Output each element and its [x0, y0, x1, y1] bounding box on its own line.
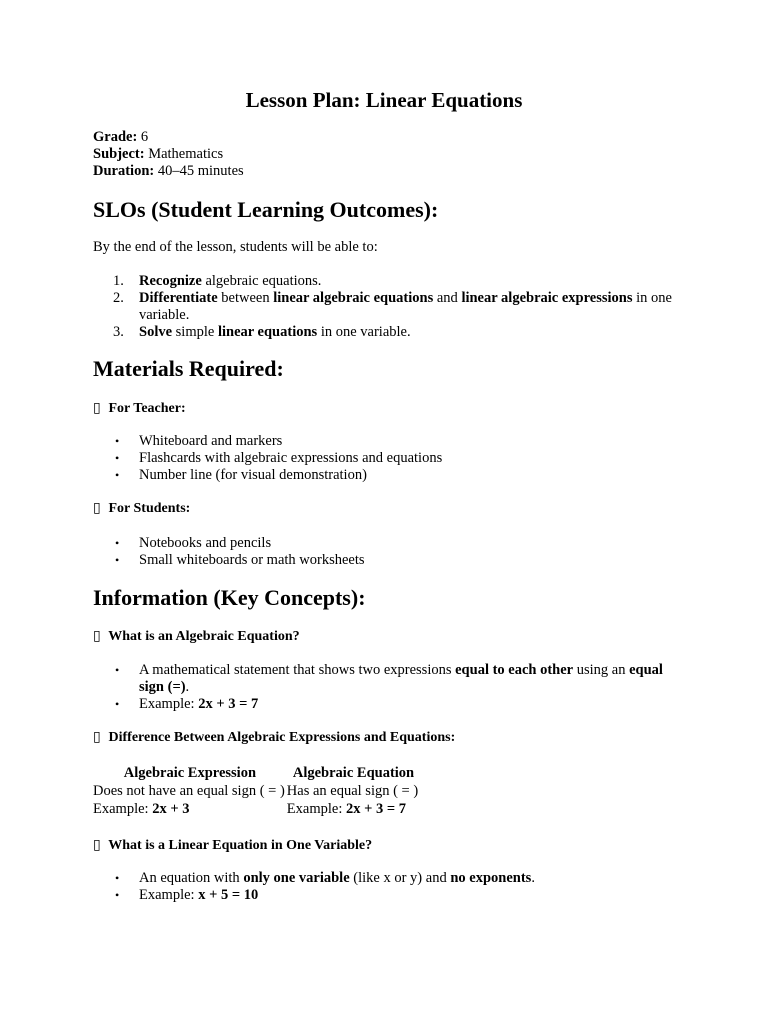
bold-text: linear equations: [217, 324, 318, 340]
text: simple: [172, 324, 218, 340]
bullet-icon: •: [115, 888, 120, 902]
list-item: [93, 324, 683, 341]
lesson-meta: [93, 129, 244, 180]
q3-label: What is a Linear Equation in One Variable?: [108, 838, 373, 853]
list-item: [93, 467, 442, 484]
box-icon: ▯: [93, 629, 101, 644]
text: Example:: [139, 696, 199, 712]
grade-label: Grade:: [93, 129, 138, 145]
duration-value: 40–45 minutes: [154, 163, 244, 179]
slos-heading: SLOs (Student Learning Outcomes):: [93, 197, 439, 222]
text: A mathematical statement that shows two expressions: [139, 662, 456, 678]
text: in one variable.: [317, 324, 411, 340]
q2-label: Difference Between Algebraic Expressions and Equations:: [108, 730, 456, 745]
bold-text: Solve: [139, 324, 173, 340]
bold-text: equal to each other: [455, 662, 574, 678]
table-cell: Does not have an equal sign ( = ): [93, 783, 285, 799]
list-item: [93, 696, 683, 713]
text: Example:: [139, 887, 199, 903]
materials-heading: Materials Required:: [93, 356, 284, 381]
list-item: [93, 552, 365, 569]
table-row: [93, 800, 420, 818]
text: Whiteboard and markers: [139, 433, 283, 449]
slos-intro: By the end of the lesson, students will be able to:: [93, 239, 378, 255]
text: Flashcards with algebraic expressions and equations: [139, 450, 443, 466]
bold-text: 2x + 3 = 7: [198, 696, 259, 712]
bullet-icon: •: [115, 553, 120, 567]
box-icon: ▯: [93, 838, 101, 853]
bullet-icon: •: [115, 871, 120, 885]
box-icon: ▯: [93, 730, 101, 745]
bullet-icon: •: [115, 536, 120, 550]
text: An equation with: [139, 870, 244, 886]
table-header: Algebraic Expression: [123, 765, 257, 781]
table-cell: [287, 800, 420, 818]
list-number: 2.: [113, 290, 124, 306]
text: Notebooks and pencils: [139, 535, 272, 551]
list-item: [93, 450, 442, 467]
comparison-table: [93, 764, 420, 818]
text: algebraic equations.: [201, 273, 322, 289]
subject-label: Subject:: [93, 146, 145, 162]
bullet-icon: •: [115, 451, 120, 465]
table-cell: [93, 800, 287, 818]
teacher-materials-list: [93, 433, 442, 484]
list-item: [93, 887, 683, 904]
grade-line: [93, 129, 244, 146]
grade-value: 6: [137, 129, 149, 145]
subject-value: Mathematics: [144, 146, 224, 162]
students-materials-list: [93, 535, 365, 569]
list-number: 1.: [113, 273, 124, 289]
duration-label: Duration:: [93, 163, 155, 179]
table-header: Algebraic Equation: [292, 765, 415, 781]
list-item: [93, 870, 683, 887]
bold-text: Recognize: [139, 273, 202, 289]
bold-text: Differentiate: [139, 290, 218, 306]
q3-list: [93, 870, 683, 904]
example-prefix: Example:: [286, 801, 346, 817]
table-row: [93, 782, 420, 800]
list-number: 3.: [113, 324, 124, 340]
example-value: 2x + 3 = 7: [346, 801, 407, 817]
bold-text: linear algebraic equations: [273, 290, 434, 306]
table-cell: Has an equal sign ( = ): [286, 783, 419, 799]
students-label: For Students:: [108, 501, 191, 516]
box-icon: ▯: [93, 501, 101, 516]
text: between: [217, 290, 274, 306]
bullet-icon: •: [115, 468, 120, 482]
list-item: [93, 433, 442, 450]
q1-list: [93, 662, 683, 713]
list-item: [93, 535, 365, 552]
list-item: [93, 273, 683, 290]
duration-line: [93, 163, 244, 180]
text: Number line (for visual demonstration): [139, 467, 367, 483]
bold-text: no exponents: [450, 870, 532, 886]
slos-list: [93, 273, 683, 341]
q1-subheading: [93, 628, 300, 645]
bullet-icon: •: [115, 434, 120, 448]
text: using an: [573, 662, 630, 678]
page-title: Lesson Plan: Linear Equations: [245, 88, 523, 112]
example-prefix: Example:: [93, 801, 153, 817]
box-icon: ▯: [93, 401, 101, 416]
bullet-icon: •: [115, 663, 120, 677]
list-item: [93, 662, 683, 696]
table-header-row: [93, 764, 420, 782]
bold-text: only one variable: [243, 870, 350, 886]
teacher-label: For Teacher:: [108, 401, 186, 416]
text: .: [185, 679, 190, 695]
text: Small whiteboards or math worksheets: [139, 552, 365, 568]
q2-subheading: [93, 729, 455, 746]
q1-label: What is an Algebraic Equation?: [108, 629, 300, 644]
subject-line: [93, 146, 244, 163]
bullet-icon: •: [115, 697, 120, 711]
text: in one variable.: [139, 290, 672, 323]
info-heading: Information (Key Concepts):: [93, 585, 366, 610]
students-subheading: [93, 500, 190, 517]
list-item: [93, 290, 683, 324]
example-value: 2x + 3: [152, 801, 190, 817]
text: (like x or y) and: [349, 870, 451, 886]
teacher-subheading: [93, 400, 186, 417]
text: .: [531, 870, 535, 886]
q3-subheading: [93, 837, 372, 854]
bold-text: linear algebraic expressions: [461, 290, 633, 306]
bold-text: x + 5 = 10: [198, 887, 259, 903]
text: and: [433, 290, 462, 306]
bold-text: equal sign (=): [139, 662, 663, 695]
